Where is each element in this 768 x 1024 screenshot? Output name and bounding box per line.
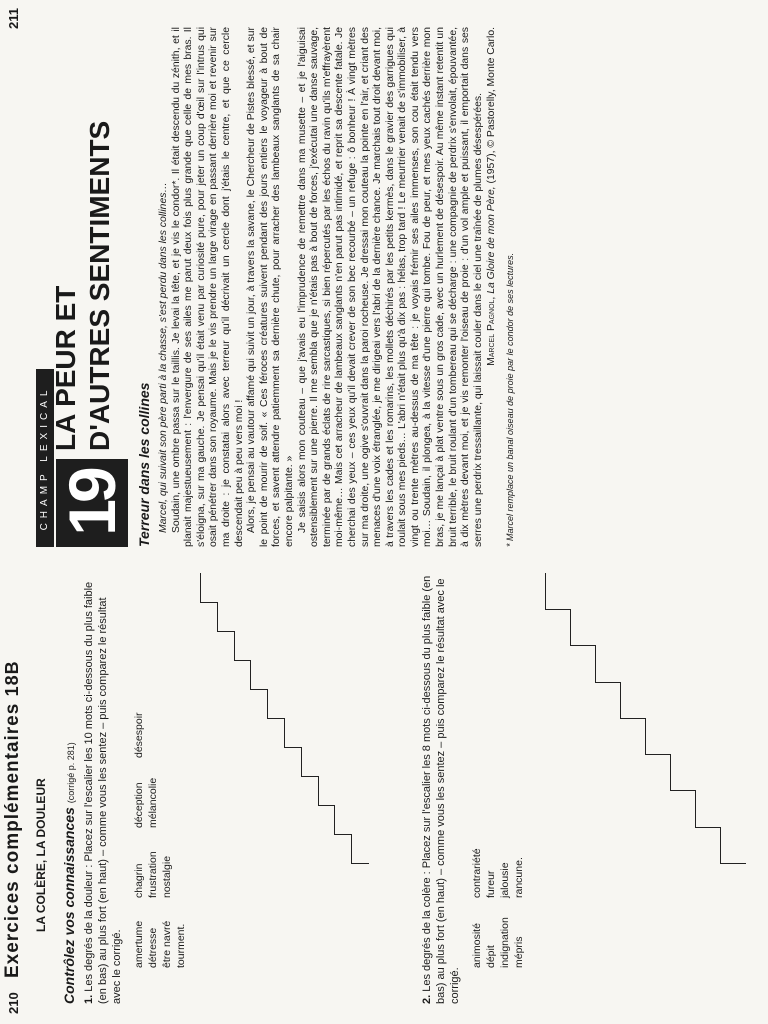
story-paragraph: Alors, je pensai au vautour affamé qui suivit un jour, à travers la savane, le Chercheur de Pistes blessé, et sur le point de mourir de soif. « Ces féroces créatures suivent pendant des jours entiers le voyageur à bout de forces, et savent attendre patiemment sa dernière chute, pour arracher des lambeaux sanglants de sa chair encore palpitante. » [246, 27, 295, 547]
word: contrariété [471, 848, 483, 898]
stair-step [318, 776, 336, 806]
credit-rest: (1957), © Pastorelly, Monte Carlo. [486, 27, 498, 184]
word: jalousie [499, 862, 511, 898]
credit-work: La Gloire de mon Père, [486, 186, 498, 294]
stair-step [284, 718, 302, 748]
word: tourment. [175, 923, 187, 968]
word: animosité [471, 923, 483, 968]
stair-step [545, 573, 571, 610]
story-paragraph: Je saisis alors mon couteau – que j'avais eu l'imprudence de remettre dans ma musette – et je l'aiguisai ostensiblement sur une pierre. Il me sembla que je n'étais pas à bout de forces, j'exécutai une danse sauvage, terminée par de grands éclats de rire sarcastiques, si bien répercutés par les échos du ravin qu'ils m'effrayèrent moi-même… Mais cet arracheur de lambeaux sanglants n'en parut pas intimidé, et reprit sa descente fatale. Je cherchai des yeux – ces yeux qu'il devait crever de son bec recourbé – un refuge : ô bonheur ! À vingt mètres sur ma droite, une ogive s'ouvrait dans la paroi rocheuse. Je dressai mon couteau la pointe en l'air, et criant des menaces d'une voix étranglée, je me dirigeai vers l'abri de la dernière chance. Je marchais tout droit devant moi, à travers les cades et les romarins, les mollets déchirés par les petits kermès, dans le gravier des garrigues qui roulait sous mes pieds… L'abri n'était plus qu'à dix pas : hélas, trop tard ! Le meurtrier venait de s'immobiliser, à vingt ou trente mètres au-dessus de ma tête : je voyais frémir ses ailes immenses, son cou était tendu vers moi… Soudain, il plongea, à la vitesse d'une pierre qui tombe. Fou de peur, et mes yeux cachés derrière mon bras, je me lançai à plat ventre sous un gros cade, avec un hurlement de désespoir. Au même instant retentit un bruit terrible, le bruit roulant d'un tombereau qui se décharge : une compagnie de perdrix s'envolait, épouvantée, à dix mètres devant moi, et je vis remonter l'oiseau de proie : d'un vol ample et puissant, il emportait dans ses serres une perdrix tressaillante, qui laissait couler dans le ciel une traînée de plumes désespérées. [296, 27, 484, 547]
stair-step [670, 754, 696, 791]
lesson-title-line-2: D'AUTRES SENTIMENTS [84, 120, 115, 451]
staircase-anger [545, 574, 745, 864]
exercise-2-number: 2. [421, 994, 433, 1004]
exercises-header [2, 660, 24, 978]
exercise-1-number: 1. [83, 994, 95, 1004]
story-credit [486, 27, 499, 547]
heading-text: Contrôlez vos connaissances [61, 807, 77, 1004]
stair-step [645, 718, 671, 755]
word: déception [133, 782, 145, 828]
word: amertume [133, 920, 145, 968]
word: rancune. [513, 857, 525, 898]
word: être navré [161, 920, 173, 968]
stair-step [620, 682, 646, 719]
word: dépit [485, 945, 497, 968]
word [160, 688, 174, 758]
champ-lexical-label: CHAMP LEXICAL [36, 369, 54, 547]
stair-step [217, 602, 235, 632]
exercise-2 [420, 574, 462, 1004]
word: mépris [513, 936, 525, 968]
exercise-2-words [470, 574, 526, 968]
word: indignation [499, 917, 511, 968]
word: désespoir [133, 712, 145, 758]
word: chagrin [133, 863, 145, 898]
page-number-right: 211 [6, 8, 21, 29]
story-text [158, 27, 517, 547]
heading-ref: (corrigé p. 281) [66, 742, 76, 804]
left-page [0, 569, 768, 1024]
word [146, 688, 160, 758]
word: mélancolie [147, 777, 159, 828]
word: détresse [147, 927, 159, 968]
header-code: 18B [2, 660, 22, 697]
exercise-1-text: Les degrés de la douleur : Placez sur l'escalier les 10 mots ci-dessous du plus faible (en bas) au plus fort (en haut) – comme vous les sentez – puis comparez le résultat avec le corrigé. [83, 581, 123, 1004]
stair-step [720, 827, 746, 864]
lesson-number: 19 [56, 459, 128, 547]
word: frustration [147, 851, 159, 898]
staircase-pain [200, 574, 368, 864]
exercises-heading [62, 574, 78, 1004]
word: fureur [485, 870, 497, 898]
section-title: LA COLÈRE, LA DOULEUR [34, 778, 48, 932]
stair-step [301, 747, 319, 777]
lesson-title-line-1: LA PEUR ET [50, 285, 81, 451]
stair-step [695, 791, 721, 828]
exercise-1 [82, 574, 124, 1004]
exercise-2-text: Les degrés de la colère : Placez sur l'escalier les 8 mots ci-dessous du plus faible (en bas) au plus fort (en haut) – comme vous les sentez – puis comparez le résultat avec le corrigé. [421, 575, 461, 1004]
story-paragraph: Soudain, une ombre passa sur le taillis. Je levai la tête, et je vis le condor*. Il était descendu du zénith, et il planait majestueusement : l'envergure de ses ailes me parut deux fois plus grande que celle de mes bras. Il s'éloigna, sur ma gauche. Je pensai qu'il était venu par curiosité pure, pour jeter un coup d'œil sur l'intrus qui osait pénétrer dans son royaume. Mais je le vis prendre un large virage en passant derrière moi et revenir sur ma droite : je constatai alors avec terreur qu'il décrivait un cercle dont j'étais le centre, et que ce cercle descendait peu à peu vers moi ! [170, 27, 245, 547]
stair-step [351, 834, 369, 864]
stair-step [334, 805, 352, 835]
stair-step [234, 631, 252, 661]
stair-step [595, 646, 621, 683]
stair-step [570, 609, 596, 646]
credit-author: Marcel Pagnol, [486, 296, 498, 366]
exercise-1-words [132, 574, 188, 968]
header-title: Exercices complémentaires [2, 702, 23, 978]
footnote: * Marcel remplace un banal oiseau de proie par le condor de ses lectures. [505, 252, 516, 547]
word [160, 758, 174, 828]
word: nostalgie [161, 855, 173, 898]
story-intro: Marcel, qui suivait son père parti à la chasse, s'est perdu dans les collines… [158, 182, 169, 533]
stair-step [267, 689, 285, 719]
page-number-left: 210 [6, 992, 21, 1014]
stair-step [250, 660, 268, 690]
text-title: Terreur dans les collines [136, 382, 152, 547]
stair-step [200, 573, 218, 603]
